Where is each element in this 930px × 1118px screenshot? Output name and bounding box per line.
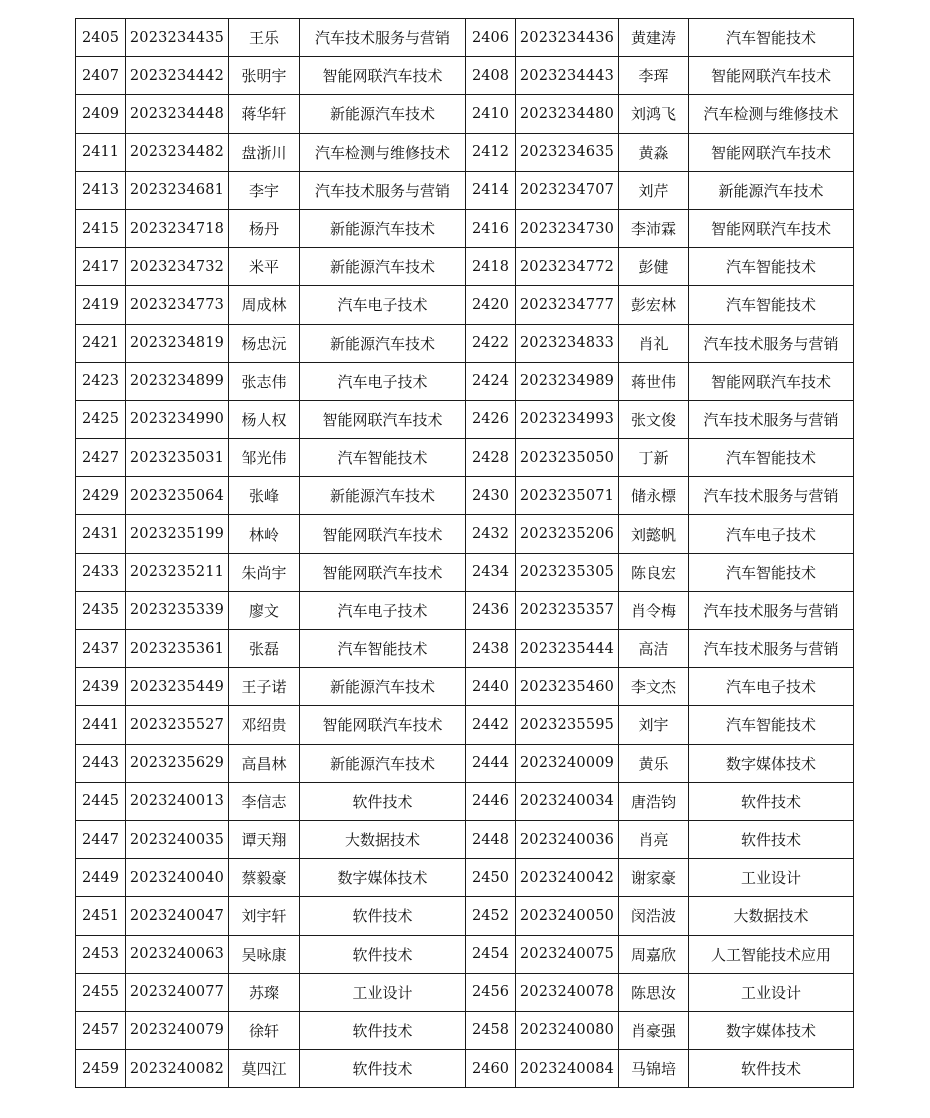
table-row [76, 591, 854, 629]
right-student-name-cell: 李珲 [619, 57, 689, 95]
left-seq-no-cell: 2411 [76, 133, 126, 171]
right-student-id-cell: 2023234635 [516, 133, 619, 171]
left-student-id-cell: 2023234448 [126, 95, 229, 133]
left-student-name-cell: 朱尚宇 [229, 553, 300, 591]
left-seq-no-cell: 2457 [76, 1011, 126, 1049]
right-student-id-cell: 2023240042 [516, 859, 619, 897]
right-major-cell: 软件技术 [689, 1050, 854, 1088]
left-student-id-cell: 2023234990 [126, 400, 229, 438]
right-student-id-cell: 2023240084 [516, 1050, 619, 1088]
table-row [76, 859, 854, 897]
left-student-id-cell: 2023234732 [126, 248, 229, 286]
table-row [76, 209, 854, 247]
left-seq-no-cell: 2405 [76, 19, 126, 57]
roster-table-body [76, 19, 854, 1088]
left-major-cell: 软件技术 [300, 1050, 466, 1088]
left-student-name-cell: 米平 [229, 248, 300, 286]
left-student-name-cell: 李宇 [229, 171, 300, 209]
left-student-id-cell: 2023235449 [126, 668, 229, 706]
right-seq-no-cell: 2450 [466, 859, 516, 897]
left-student-id-cell: 2023240063 [126, 935, 229, 973]
right-seq-no-cell: 2446 [466, 782, 516, 820]
right-student-name-cell: 储永標 [619, 477, 689, 515]
right-student-name-cell: 黄乐 [619, 744, 689, 782]
left-major-cell: 新能源汽车技术 [300, 477, 466, 515]
left-major-cell: 智能网联汽车技术 [300, 515, 466, 553]
left-major-cell: 软件技术 [300, 782, 466, 820]
left-student-id-cell: 2023235339 [126, 591, 229, 629]
left-seq-no-cell: 2421 [76, 324, 126, 362]
right-major-cell: 汽车智能技术 [689, 286, 854, 324]
right-seq-no-cell: 2458 [466, 1011, 516, 1049]
left-student-id-cell: 2023234773 [126, 286, 229, 324]
left-student-name-cell: 林岭 [229, 515, 300, 553]
left-seq-no-cell: 2429 [76, 477, 126, 515]
left-student-name-cell: 王子诺 [229, 668, 300, 706]
table-row [76, 630, 854, 668]
left-major-cell: 智能网联汽车技术 [300, 706, 466, 744]
right-student-name-cell: 唐浩钧 [619, 782, 689, 820]
left-student-name-cell: 谭天翔 [229, 820, 300, 858]
left-student-id-cell: 2023234435 [126, 19, 229, 57]
left-student-name-cell: 蒋华轩 [229, 95, 300, 133]
right-student-id-cell: 2023234833 [516, 324, 619, 362]
right-major-cell: 汽车智能技术 [689, 439, 854, 477]
left-major-cell: 软件技术 [300, 1011, 466, 1049]
left-student-name-cell: 高昌林 [229, 744, 300, 782]
table-row [76, 171, 854, 209]
right-student-id-cell: 2023235595 [516, 706, 619, 744]
table-row [76, 400, 854, 438]
table-row [76, 668, 854, 706]
left-seq-no-cell: 2415 [76, 209, 126, 247]
right-student-id-cell: 2023234772 [516, 248, 619, 286]
left-student-id-cell: 2023235629 [126, 744, 229, 782]
right-major-cell: 汽车智能技术 [689, 19, 854, 57]
right-seq-no-cell: 2448 [466, 820, 516, 858]
right-major-cell: 汽车电子技术 [689, 668, 854, 706]
left-student-id-cell: 2023240082 [126, 1050, 229, 1088]
right-major-cell: 数字媒体技术 [689, 744, 854, 782]
left-student-name-cell: 王乐 [229, 19, 300, 57]
left-seq-no-cell: 2425 [76, 400, 126, 438]
left-student-id-cell: 2023235527 [126, 706, 229, 744]
right-major-cell: 汽车智能技术 [689, 553, 854, 591]
right-major-cell: 人工智能技术应用 [689, 935, 854, 973]
left-major-cell: 汽车电子技术 [300, 286, 466, 324]
left-student-name-cell: 张明宇 [229, 57, 300, 95]
left-major-cell: 汽车检测与维修技术 [300, 133, 466, 171]
right-student-id-cell: 2023234480 [516, 95, 619, 133]
left-seq-no-cell: 2423 [76, 362, 126, 400]
right-major-cell: 汽车智能技术 [689, 706, 854, 744]
right-major-cell: 汽车技术服务与营销 [689, 324, 854, 362]
right-seq-no-cell: 2436 [466, 591, 516, 629]
table-row [76, 477, 854, 515]
left-student-id-cell: 2023235211 [126, 553, 229, 591]
left-major-cell: 新能源汽车技术 [300, 668, 466, 706]
left-student-id-cell: 2023240035 [126, 820, 229, 858]
right-seq-no-cell: 2420 [466, 286, 516, 324]
right-student-name-cell: 张文俊 [619, 400, 689, 438]
right-student-name-cell: 刘懿帆 [619, 515, 689, 553]
table-row [76, 897, 854, 935]
right-seq-no-cell: 2414 [466, 171, 516, 209]
right-seq-no-cell: 2406 [466, 19, 516, 57]
right-student-name-cell: 肖亮 [619, 820, 689, 858]
right-seq-no-cell: 2456 [466, 973, 516, 1011]
left-major-cell: 新能源汽车技术 [300, 209, 466, 247]
left-major-cell: 大数据技术 [300, 820, 466, 858]
left-major-cell: 新能源汽车技术 [300, 248, 466, 286]
table-row [76, 820, 854, 858]
right-student-name-cell: 闵浩波 [619, 897, 689, 935]
left-major-cell: 汽车电子技术 [300, 362, 466, 400]
left-student-name-cell: 周成林 [229, 286, 300, 324]
right-student-name-cell: 马锦培 [619, 1050, 689, 1088]
left-seq-no-cell: 2417 [76, 248, 126, 286]
right-major-cell: 软件技术 [689, 820, 854, 858]
left-student-name-cell: 张峰 [229, 477, 300, 515]
right-student-name-cell: 彭健 [619, 248, 689, 286]
right-major-cell: 智能网联汽车技术 [689, 362, 854, 400]
left-student-name-cell: 莫四江 [229, 1050, 300, 1088]
left-student-id-cell: 2023240013 [126, 782, 229, 820]
left-major-cell: 汽车技术服务与营销 [300, 171, 466, 209]
right-major-cell: 新能源汽车技术 [689, 171, 854, 209]
right-student-id-cell: 2023234777 [516, 286, 619, 324]
right-student-id-cell: 2023235305 [516, 553, 619, 591]
right-seq-no-cell: 2422 [466, 324, 516, 362]
right-student-name-cell: 黄建涛 [619, 19, 689, 57]
right-major-cell: 工业设计 [689, 859, 854, 897]
left-student-name-cell: 张磊 [229, 630, 300, 668]
right-student-id-cell: 2023234993 [516, 400, 619, 438]
table-row [76, 286, 854, 324]
left-student-id-cell: 2023240077 [126, 973, 229, 1011]
right-major-cell: 汽车智能技术 [689, 248, 854, 286]
left-seq-no-cell: 2419 [76, 286, 126, 324]
right-seq-no-cell: 2426 [466, 400, 516, 438]
table-row [76, 324, 854, 362]
left-seq-no-cell: 2431 [76, 515, 126, 553]
left-student-name-cell: 张志伟 [229, 362, 300, 400]
left-student-name-cell: 蔡毅豪 [229, 859, 300, 897]
left-seq-no-cell: 2449 [76, 859, 126, 897]
right-student-name-cell: 陈思汝 [619, 973, 689, 1011]
right-seq-no-cell: 2418 [466, 248, 516, 286]
left-student-id-cell: 2023235031 [126, 439, 229, 477]
left-student-id-cell: 2023234482 [126, 133, 229, 171]
right-seq-no-cell: 2410 [466, 95, 516, 133]
right-student-id-cell: 2023234443 [516, 57, 619, 95]
left-student-id-cell: 2023240079 [126, 1011, 229, 1049]
right-student-id-cell: 2023234436 [516, 19, 619, 57]
right-student-name-cell: 彭宏林 [619, 286, 689, 324]
right-seq-no-cell: 2424 [466, 362, 516, 400]
right-student-id-cell: 2023235206 [516, 515, 619, 553]
right-seq-no-cell: 2440 [466, 668, 516, 706]
left-seq-no-cell: 2413 [76, 171, 126, 209]
table-row [76, 362, 854, 400]
right-student-name-cell: 李沛霖 [619, 209, 689, 247]
left-seq-no-cell: 2453 [76, 935, 126, 973]
right-seq-no-cell: 2412 [466, 133, 516, 171]
left-seq-no-cell: 2437 [76, 630, 126, 668]
table-row [76, 553, 854, 591]
right-major-cell: 智能网联汽车技术 [689, 133, 854, 171]
right-student-name-cell: 高洁 [619, 630, 689, 668]
left-seq-no-cell: 2433 [76, 553, 126, 591]
left-student-id-cell: 2023240040 [126, 859, 229, 897]
table-row [76, 935, 854, 973]
left-major-cell: 汽车技术服务与营销 [300, 19, 466, 57]
right-student-id-cell: 2023240050 [516, 897, 619, 935]
right-seq-no-cell: 2460 [466, 1050, 516, 1088]
right-student-name-cell: 肖礼 [619, 324, 689, 362]
left-student-id-cell: 2023235199 [126, 515, 229, 553]
right-student-id-cell: 2023235444 [516, 630, 619, 668]
right-student-id-cell: 2023240036 [516, 820, 619, 858]
left-student-id-cell: 2023235064 [126, 477, 229, 515]
right-seq-no-cell: 2432 [466, 515, 516, 553]
table-row [76, 57, 854, 95]
right-student-id-cell: 2023234707 [516, 171, 619, 209]
left-major-cell: 新能源汽车技术 [300, 744, 466, 782]
right-seq-no-cell: 2454 [466, 935, 516, 973]
right-seq-no-cell: 2444 [466, 744, 516, 782]
left-student-id-cell: 2023234718 [126, 209, 229, 247]
table-row [76, 744, 854, 782]
right-student-name-cell: 刘鸿飞 [619, 95, 689, 133]
left-seq-no-cell: 2459 [76, 1050, 126, 1088]
table-row [76, 782, 854, 820]
left-seq-no-cell: 2439 [76, 668, 126, 706]
right-student-id-cell: 2023240080 [516, 1011, 619, 1049]
left-student-name-cell: 杨人权 [229, 400, 300, 438]
left-student-name-cell: 刘宇轩 [229, 897, 300, 935]
left-student-name-cell: 杨忠沅 [229, 324, 300, 362]
left-student-name-cell: 徐轩 [229, 1011, 300, 1049]
right-student-name-cell: 刘芹 [619, 171, 689, 209]
right-student-name-cell: 谢家豪 [619, 859, 689, 897]
right-student-name-cell: 刘宇 [619, 706, 689, 744]
table-row [76, 1011, 854, 1049]
left-seq-no-cell: 2443 [76, 744, 126, 782]
right-seq-no-cell: 2452 [466, 897, 516, 935]
left-seq-no-cell: 2447 [76, 820, 126, 858]
left-student-name-cell: 杨丹 [229, 209, 300, 247]
student-roster-table [75, 18, 854, 1088]
left-seq-no-cell: 2441 [76, 706, 126, 744]
right-major-cell: 汽车技术服务与营销 [689, 400, 854, 438]
right-major-cell: 工业设计 [689, 973, 854, 1011]
right-major-cell: 智能网联汽车技术 [689, 209, 854, 247]
roster-table-container [75, 18, 853, 1088]
left-major-cell: 数字媒体技术 [300, 859, 466, 897]
right-major-cell: 汽车技术服务与营销 [689, 591, 854, 629]
left-major-cell: 汽车智能技术 [300, 439, 466, 477]
left-student-name-cell: 邓绍贵 [229, 706, 300, 744]
left-seq-no-cell: 2435 [76, 591, 126, 629]
left-major-cell: 软件技术 [300, 935, 466, 973]
left-seq-no-cell: 2445 [76, 782, 126, 820]
right-student-name-cell: 丁新 [619, 439, 689, 477]
right-major-cell: 汽车电子技术 [689, 515, 854, 553]
left-student-name-cell: 吴咏康 [229, 935, 300, 973]
right-seq-no-cell: 2428 [466, 439, 516, 477]
right-major-cell: 大数据技术 [689, 897, 854, 935]
right-student-name-cell: 周嘉欣 [619, 935, 689, 973]
right-student-id-cell: 2023240075 [516, 935, 619, 973]
left-student-id-cell: 2023234899 [126, 362, 229, 400]
left-seq-no-cell: 2455 [76, 973, 126, 1011]
table-row [76, 973, 854, 1011]
left-major-cell: 智能网联汽车技术 [300, 57, 466, 95]
left-seq-no-cell: 2407 [76, 57, 126, 95]
left-major-cell: 新能源汽车技术 [300, 95, 466, 133]
table-row [76, 19, 854, 57]
right-major-cell: 数字媒体技术 [689, 1011, 854, 1049]
table-row [76, 515, 854, 553]
left-student-name-cell: 盘浙川 [229, 133, 300, 171]
left-student-name-cell: 李信志 [229, 782, 300, 820]
right-student-id-cell: 2023235357 [516, 591, 619, 629]
table-row [76, 248, 854, 286]
right-student-id-cell: 2023234989 [516, 362, 619, 400]
left-student-name-cell: 苏璨 [229, 973, 300, 1011]
left-major-cell: 汽车电子技术 [300, 591, 466, 629]
table-row [76, 439, 854, 477]
right-seq-no-cell: 2408 [466, 57, 516, 95]
left-student-name-cell: 廖文 [229, 591, 300, 629]
right-seq-no-cell: 2430 [466, 477, 516, 515]
right-seq-no-cell: 2438 [466, 630, 516, 668]
left-seq-no-cell: 2409 [76, 95, 126, 133]
left-major-cell: 工业设计 [300, 973, 466, 1011]
left-major-cell: 软件技术 [300, 897, 466, 935]
right-student-id-cell: 2023240078 [516, 973, 619, 1011]
right-student-id-cell: 2023235050 [516, 439, 619, 477]
left-student-id-cell: 2023234442 [126, 57, 229, 95]
left-major-cell: 新能源汽车技术 [300, 324, 466, 362]
right-major-cell: 汽车技术服务与营销 [689, 630, 854, 668]
left-major-cell: 汽车智能技术 [300, 630, 466, 668]
right-seq-no-cell: 2416 [466, 209, 516, 247]
right-student-id-cell: 2023235071 [516, 477, 619, 515]
table-row [76, 133, 854, 171]
left-major-cell: 智能网联汽车技术 [300, 400, 466, 438]
right-student-name-cell: 肖豪强 [619, 1011, 689, 1049]
right-student-id-cell: 2023235460 [516, 668, 619, 706]
right-major-cell: 智能网联汽车技术 [689, 57, 854, 95]
right-student-id-cell: 2023240009 [516, 744, 619, 782]
right-seq-no-cell: 2434 [466, 553, 516, 591]
right-student-name-cell: 肖令梅 [619, 591, 689, 629]
left-student-name-cell: 邹光伟 [229, 439, 300, 477]
right-major-cell: 汽车检测与维修技术 [689, 95, 854, 133]
table-row [76, 706, 854, 744]
left-student-id-cell: 2023235361 [126, 630, 229, 668]
left-seq-no-cell: 2427 [76, 439, 126, 477]
left-major-cell: 智能网联汽车技术 [300, 553, 466, 591]
table-row [76, 95, 854, 133]
right-major-cell: 汽车技术服务与营销 [689, 477, 854, 515]
right-student-id-cell: 2023240034 [516, 782, 619, 820]
left-student-id-cell: 2023240047 [126, 897, 229, 935]
left-student-id-cell: 2023234819 [126, 324, 229, 362]
right-student-name-cell: 李文杰 [619, 668, 689, 706]
right-major-cell: 软件技术 [689, 782, 854, 820]
right-student-id-cell: 2023234730 [516, 209, 619, 247]
left-student-id-cell: 2023234681 [126, 171, 229, 209]
right-student-name-cell: 蒋世伟 [619, 362, 689, 400]
right-student-name-cell: 黄淼 [619, 133, 689, 171]
table-row [76, 1050, 854, 1088]
right-student-name-cell: 陈良宏 [619, 553, 689, 591]
left-seq-no-cell: 2451 [76, 897, 126, 935]
right-seq-no-cell: 2442 [466, 706, 516, 744]
